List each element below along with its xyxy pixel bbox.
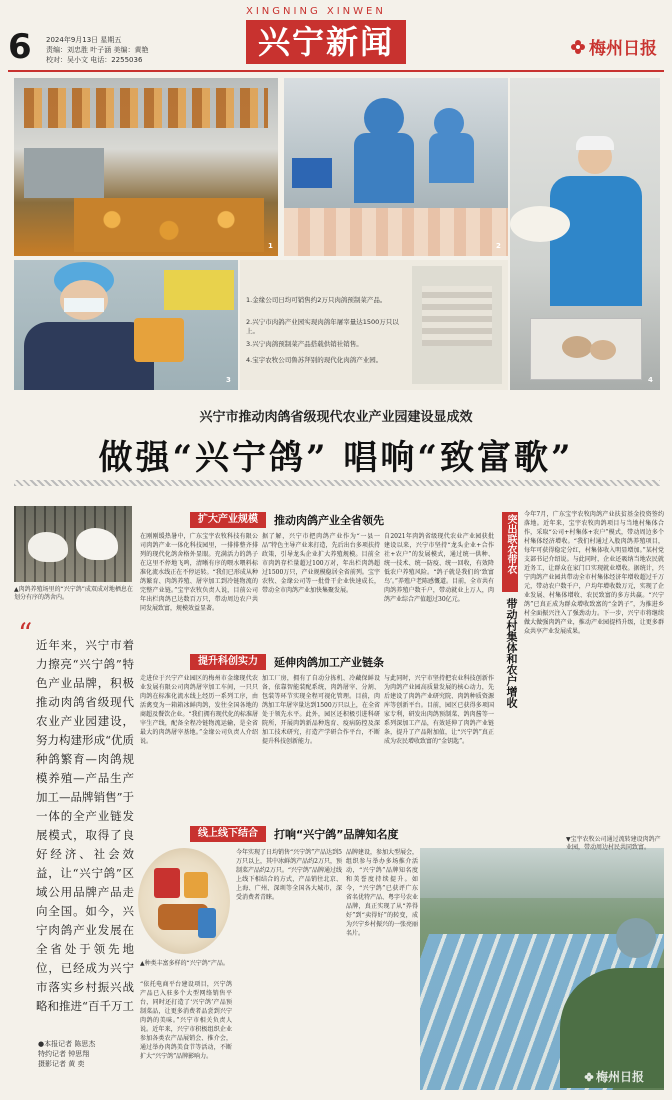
section1-header bbox=[190, 512, 384, 528]
section1-tag: 扩大产业规模 bbox=[190, 512, 266, 528]
aerial-caption: ▼宝宇农牧公司通过流转建设肉鸽产业园，带动周边村民共同致富。 bbox=[566, 836, 661, 851]
section3-col-b: “依托电商平台建设项目，兴宁鸽产品已入驻多个大型网络销售平台，同时还打造了‘兴宁鸽’产品预制菜品，让更多消费者品尝到兴宁肉鸽的美味。”兴宁市相关负责人说。近年来，兴宁市积极组织企业参加各类农产品展销会、推介会，通过举办肉鸽美食节等活动，不断扩大“兴宁鸽”品牌影响力。 bbox=[140, 981, 232, 1060]
masthead-proof: 校对：吴小文 电话：2255036 bbox=[46, 56, 143, 64]
sidebar-tag: 突出联农带农 bbox=[505, 514, 516, 574]
section3-title: 打响“兴宁鸽”品牌知名度 bbox=[274, 828, 399, 841]
photo-number-2: 2 bbox=[496, 242, 501, 250]
credit-3: 摄影记者 黄 奕 bbox=[38, 1060, 85, 1068]
watermark bbox=[584, 1068, 644, 1085]
section3-col-c: 品牌建设，参加大型展会，组织参与举办多场推介活动，“兴宁鸽”品牌知名度和美誉度持续提升。如今，“兴宁鸽”已获评广东省名优特产品、粤字号农业品牌，真正实现了从“养得好”到“卖得好”的转变，成为兴宁乡村振兴的一张亮丽名片。 bbox=[346, 849, 418, 937]
section2-tag: 提升科创实力 bbox=[190, 654, 266, 670]
masthead-date: 2024年9月13日 星期五 bbox=[46, 36, 122, 44]
section3-header bbox=[190, 826, 398, 842]
photo-number-3: 3 bbox=[226, 376, 231, 384]
photo-caption-4: 4.宝宇农牧公司鲁苏拜别的现代化肉鸽产业园。 bbox=[246, 356, 383, 364]
photo-packaged-product bbox=[14, 260, 238, 390]
section2-col-c: 与此同时，兴宁市坚持把农业科技创新作为肉鸽产业园高质量发展的核心动力，先后建设了肉鸽产业研究院、肉鸽种质资源库等创新平台。目前，园区已获得多项国家专利，研发出肉鸽预制菜、鸽肉酱等一系列深加工产品，有效延伸了肉鸽产业链条，提升了产品附加值，让“兴宁鸽”真正成为农民增收致富的“金钥匙”。 bbox=[384, 675, 494, 745]
masthead-editor: 责编：刘忠胜 叶子涵 美编：黄艳 bbox=[46, 46, 149, 54]
headline-divider bbox=[14, 480, 660, 486]
left-photo-caption: ▲肉鸽养殖场里的“兴宁鸽”成双成对地栖息在划分有序的鸽舍内。 bbox=[14, 586, 133, 601]
pullquote: 近年来，兴宁市着力擦亮“兴宁鸽”特色产业品牌，积极推动肉鸽省级现代农业产业园建设，努力构建形成“优质种鸽繁育—肉鸽规模养殖—产品生产加工—品牌销售”于一体的全产业链发展模式，取得了良好经济、社会效益，让“兴宁鸽”区域公用品牌产品走向全国。如今，兴宁肉鸽产业发展在全省处于领先地位，已经成为兴宁市落实乡村振兴战略和推进“百千万工 bbox=[36, 638, 134, 1012]
section3-photo-caption: ▲种类丰富多样的“兴宁鸽”产品。 bbox=[140, 960, 229, 967]
section1-col-c: 自2021年肉鸽省级现代农业产业园获批建设以来，兴宁市坚持“龙头企业+合作社+农户”的发展模式，通过统一供种、统一技术、统一防疫、统一回收，有效降低农户养殖风险。“鸽子就是我们的‘致富鸟’。”养殖户老陈感慨道。目前，全市共有肉鸽养殖户数千户，带动就业上万人，肉鸽产业综合产值超过30亿元。 bbox=[384, 533, 494, 603]
photo-pigeons-coop bbox=[14, 506, 132, 582]
plum-blossom-icon bbox=[570, 39, 586, 55]
photo-number-4: 4 bbox=[648, 376, 653, 384]
section1-title: 推动肉鸽产业全省领先 bbox=[274, 514, 384, 527]
headline-kicker: 兴宁市推动肉鸽省级现代农业产业园建设显成效 bbox=[199, 410, 473, 425]
section3-tag: 线上线下结合 bbox=[190, 826, 266, 842]
photo-caption-1: 1.金缘公司日均可销售约2万只肉鸽预制菜产品。 bbox=[246, 296, 387, 304]
sidebar-title: 带动村集体和农户增收 bbox=[505, 598, 518, 708]
photo-worker-with-pigeon bbox=[510, 78, 660, 390]
section3-col-a-extra bbox=[236, 946, 342, 986]
photo-number-1: 1 bbox=[268, 242, 273, 250]
sidebar-text: 今年7月，广东宝宇农牧肉鸽产业扶贫基金投资签约落地。近年来，宝宇农牧肉鸽项目与当地村集体合作，采取“公司+村集体+农户”模式，带动周边多个村集体经济增收。“我们村通过入股肉鸽养殖项目，每年可获得稳定分红，村集体收入明显增加。”某村党支部书记介绍说。与此同时，企业还吸纳当地农民就近务工，让群众在家门口实现就业增收。据统计，兴宁肉鸽产业园共带动全市村集体经济年增收超过千万元，带动农户数千户，户均年增收数万元，实现了企业发展、村集体增收、农民致富的多方共赢。“兴宁鸽”已真正成为群众增收致富的“金鸽子”，为推进乡村全面振兴注入了强劲动力。下一步，兴宁市将继续做大做强肉鸽产业，推动产业园提档升级，让更多群众共享产业发展成果。 bbox=[524, 511, 664, 635]
watermark-text: 梅州日报 bbox=[596, 1070, 645, 1084]
section2-title: 延伸肉鸽加工产业链条 bbox=[274, 656, 384, 669]
photo-pigeon-products bbox=[138, 848, 230, 954]
photo-captions-box bbox=[240, 260, 508, 390]
credit-1: ●本报记者 陈思杰 bbox=[38, 1040, 96, 1048]
section1-col-a: 在刚刚缓热暑中，广东宝宇农牧科技有限公司肉鸽产业一体化科技园里，一排排整齐排列的现代化鸽舍格外显眼。充满活力的鸽子在这里不停地飞鸣，清晰有序的喂水喂料标准化流水线正在不停运转。“我们已形成从种鸽繁育、肉鸽养殖、屠宰加工到冷链物流的完整产业链。”宝宇农牧负责人说，目前公司年出栏肉鸽已达数百万只，带动周边农户共同发展致富，规模效益显著。 bbox=[140, 533, 258, 612]
page-number: 6 bbox=[8, 27, 32, 67]
section2-header bbox=[190, 654, 384, 670]
section1-col-b: 据了解，兴宁市把肉鸽产业作为“一县一品”特色主导产业来打造，先后出台多项扶持政策，引导龙头企业扩大养殖规模。目前全市肉鸽存栏量超过100万对，年出栏肉鸽超过1500万只，产业规模稳居全省前列。宝宇农牧、金缘公司等一批骨干企业快速成长，带动全市肉鸽产业加快集聚发展。 bbox=[262, 533, 380, 594]
quote-mark-icon: “ bbox=[18, 617, 33, 650]
photo-roast-pigeons bbox=[14, 78, 278, 256]
paper-name: 梅州日报 bbox=[589, 39, 657, 59]
section3-col-a: 今年实现了日均销售“兴宁鸽”产品达到5万只以上，其中冰鲜鸽产品约2万只，预制菜产品约2万只。“兴宁鸽”品牌通过线上线下相结合的方式，产品销往北京、上海、广州、深圳等全国各大城市，深受消费者青睐。 bbox=[236, 849, 342, 901]
photo-caption-3: 3.兴宁肉鸽预制菜产品搭载供销社销售。 bbox=[246, 340, 363, 348]
column-title: 兴宁新闻 bbox=[257, 23, 394, 61]
photo-aerial-farm bbox=[420, 848, 664, 1090]
photo-caption-2: 2.兴宁市肉鸽产业园实现肉鸽年屠宰量达1500万只以上。 bbox=[246, 318, 399, 335]
credit-2: 特约记者 钟思翔 bbox=[38, 1050, 90, 1058]
masthead-rule bbox=[8, 70, 664, 72]
masthead-pinyin: XINGNING XINWEN bbox=[246, 6, 386, 17]
headline-main: 做强“兴宁鸽” 唱响“致富歌” bbox=[98, 438, 574, 478]
photo-processing-line bbox=[284, 78, 508, 256]
plum-blossom-icon-watermark bbox=[584, 1072, 594, 1082]
section2-col-b: 加工厂房，拥有了自动分拣机、冷藏保鲜设备，依靠智能装配系统，肉鸽屠宰、分割、包装等环节实现全程可视化管理。目前，肉鸽加工年屠宰量达到1500万只以上，在全省处于领先水平。此外，园区还积极引进科研院所，开展肉鸽新品种选育、疫病防控及深加工技术研究，打造产学研合作平台，不断提升科技创新能力。 bbox=[262, 675, 380, 745]
section2-col-a: 走进位于兴宁产业园区的梅州市金缘现代农业发展有限公司肉鸽屠宰加工车间，一只只肉鸽在标准化流水线上经历一系列工序，由活禽变为一箱箱冰鲜肉鸽，发往全国各地的商超及餐饮企业。“我们拥有现代化的标准屠宰生产线，配备全程冷链物流运输，是全省最大的肉鸽屠宰基地。”金缘公司负责人介绍说。 bbox=[140, 675, 258, 745]
paper-logo bbox=[570, 34, 657, 59]
